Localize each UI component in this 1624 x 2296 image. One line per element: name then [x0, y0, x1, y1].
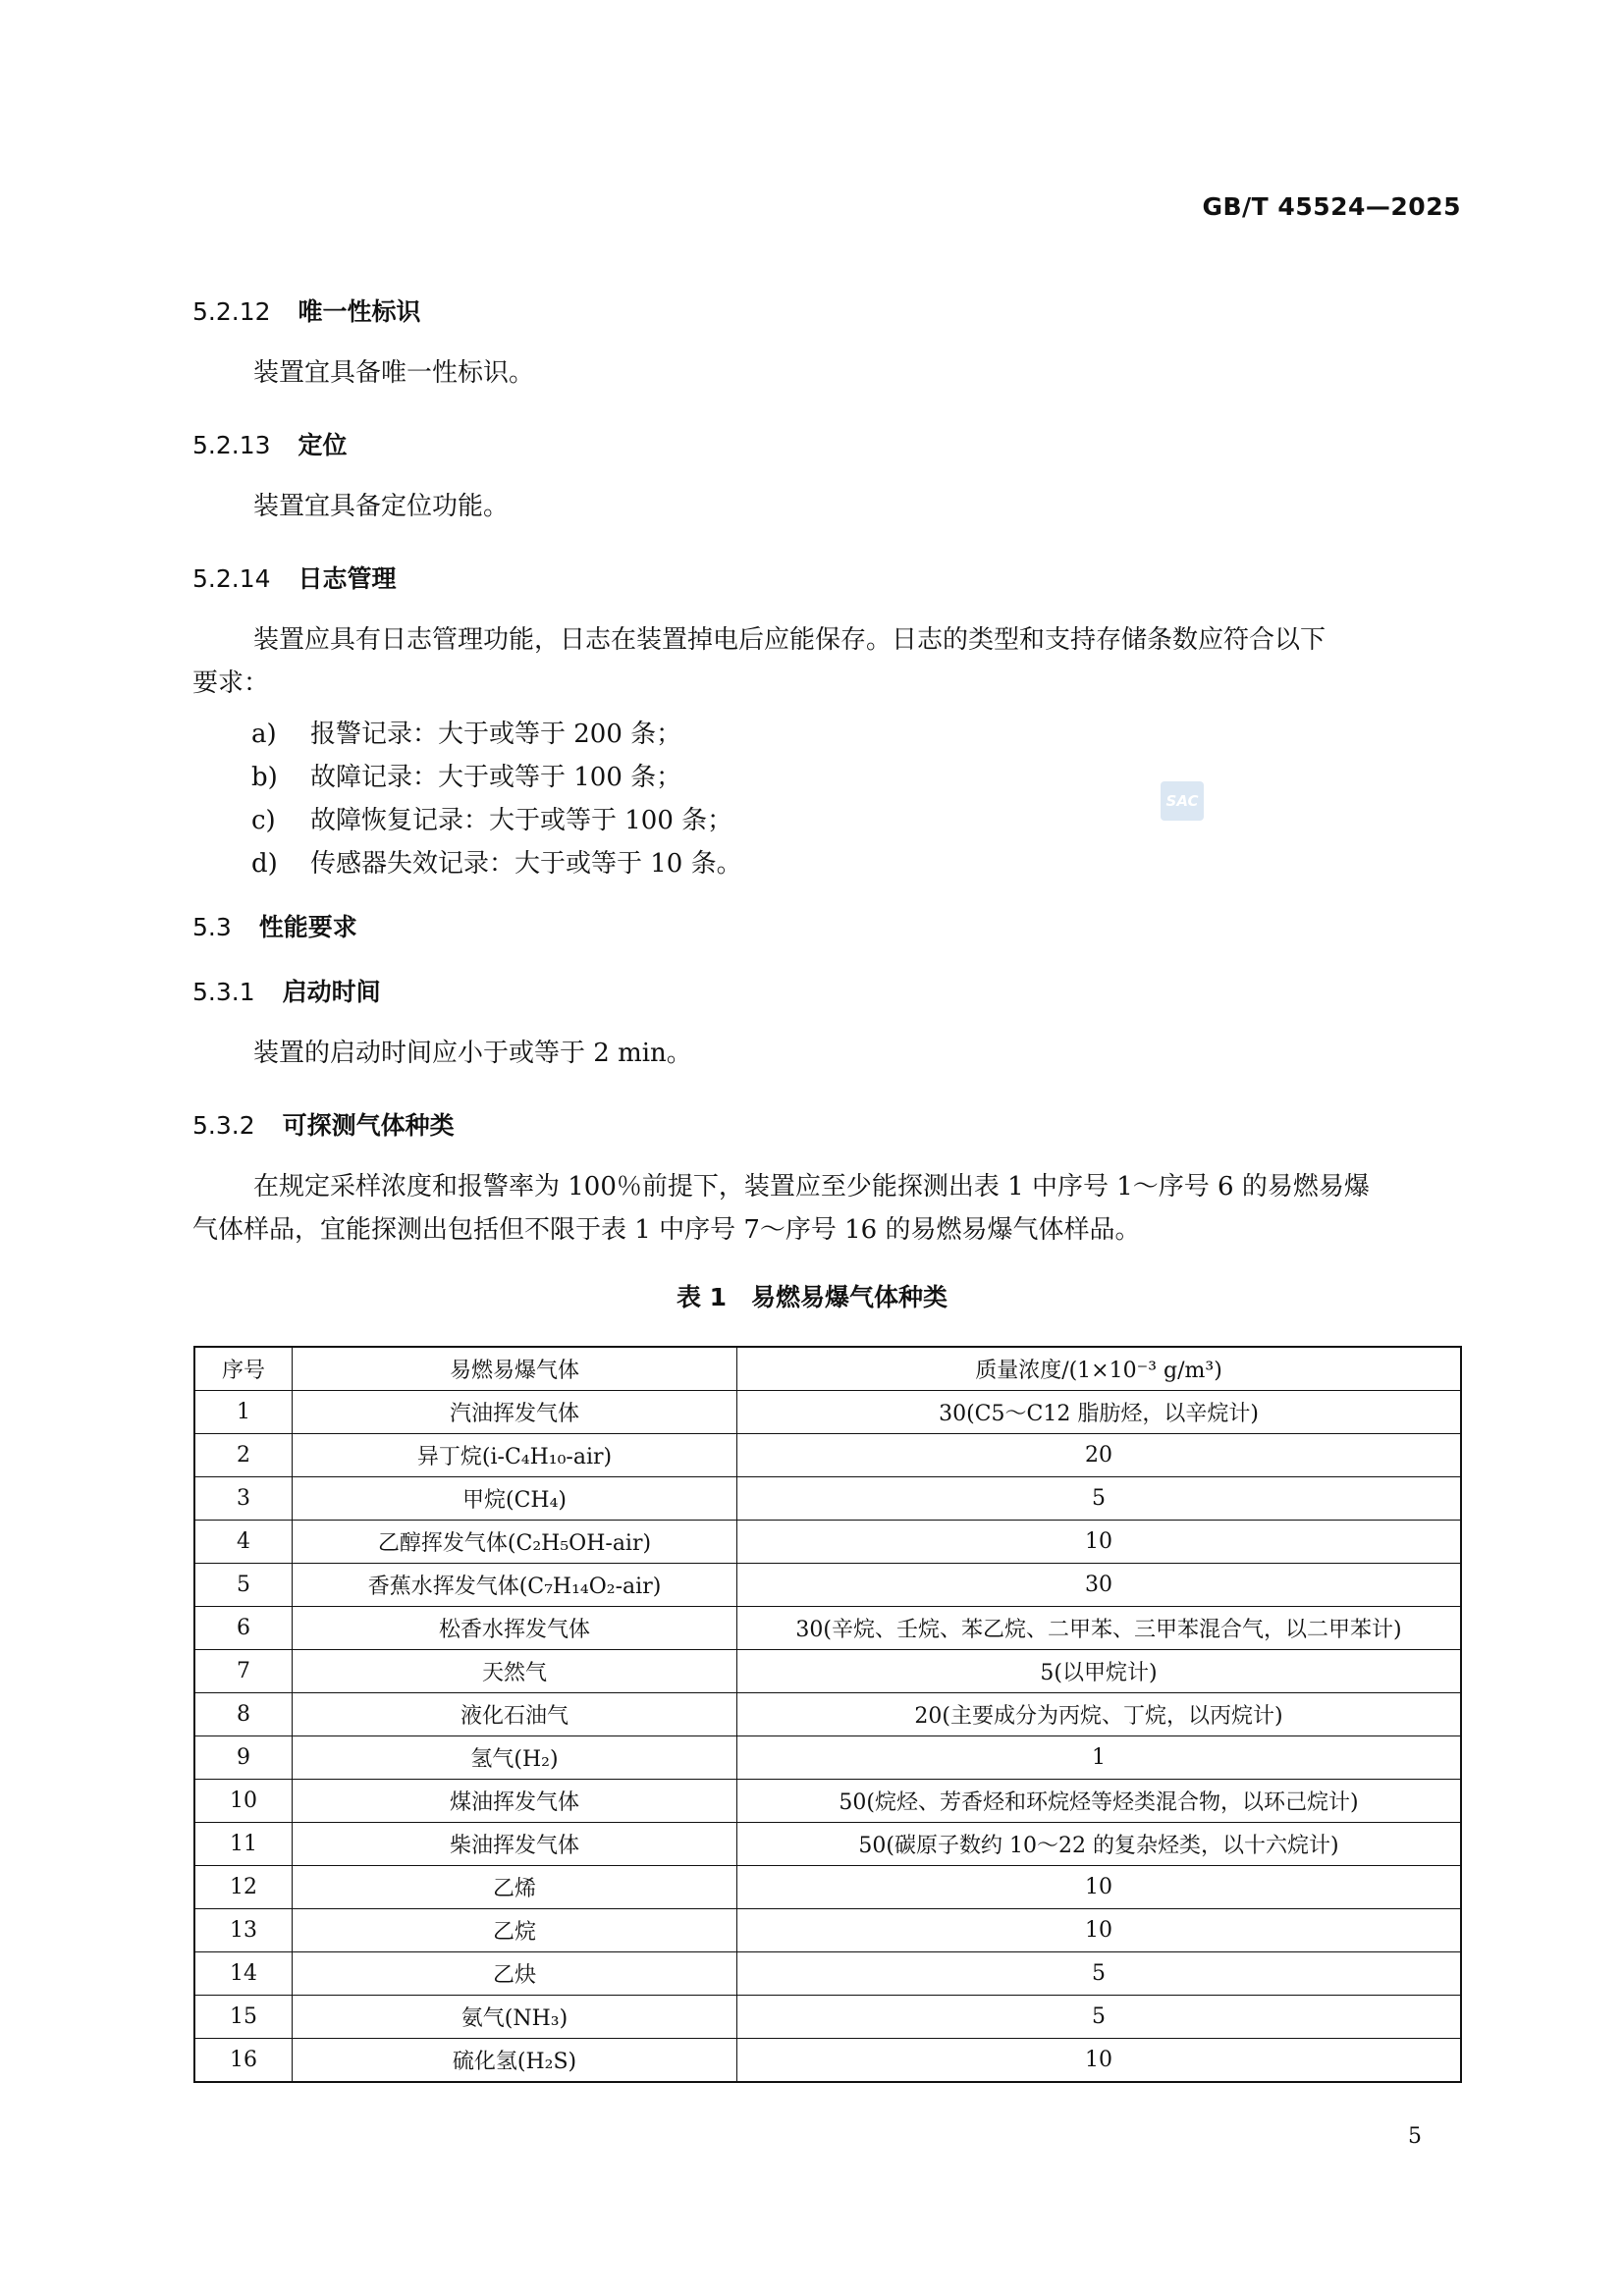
cell-concentration: 10: [737, 1866, 1462, 1909]
cell-concentration: 5: [737, 1996, 1462, 2039]
cell-concentration: 30(辛烷、壬烷、苯乙烷、二甲苯、三甲苯混合气，以二甲苯计): [737, 1607, 1462, 1650]
cell-gas: 硫化氢(H₂S): [293, 2039, 737, 2083]
table-row: [194, 1996, 1461, 2039]
cell-concentration: 5(以甲烷计): [737, 1650, 1462, 1693]
heading-title: 定位: [298, 431, 348, 459]
heading-title: 唯一性标识: [298, 297, 421, 326]
cell-seq: 15: [194, 1996, 293, 2039]
cell-gas: 氢气(H₂): [293, 1736, 737, 1780]
cell-seq: 7: [194, 1650, 293, 1693]
cell-gas: 柴油挥发气体: [293, 1823, 737, 1866]
heading-number: 5.2.12: [192, 297, 271, 326]
cell-gas: 乙炔: [293, 1952, 737, 1996]
cell-seq: 2: [194, 1434, 293, 1477]
table-row: [194, 1564, 1461, 1607]
heading-5-2-14: [192, 560, 397, 595]
cell-gas: 汽油挥发气体: [293, 1391, 737, 1434]
heading-title: 启动时间: [282, 978, 381, 1006]
gas-table: [193, 1346, 1462, 2083]
cell-gas: 液化石油气: [293, 1693, 737, 1736]
table-caption: 表 1 易燃易爆气体种类: [676, 1283, 948, 1311]
paragraph-5-2-12: 装置宜具备唯一性标识。: [253, 358, 535, 388]
cell-gas: 松香水挥发气体: [293, 1607, 737, 1650]
cell-gas: 乙醇挥发气体(C₂H₅OH-air): [293, 1521, 737, 1564]
table-row: [194, 1780, 1461, 1823]
cell-concentration: 10: [737, 1909, 1462, 1952]
cell-seq: 13: [194, 1909, 293, 1952]
cell-seq: 9: [194, 1736, 293, 1780]
cell-seq: 8: [194, 1693, 293, 1736]
page-number: 5: [1408, 2124, 1422, 2149]
cell-concentration: 30(C5～C12 脂肪烃，以辛烷计): [737, 1391, 1462, 1434]
table-row: [194, 1866, 1461, 1909]
cell-concentration: 5: [737, 1477, 1462, 1521]
cell-gas: 乙烷: [293, 1909, 737, 1952]
cell-seq: 4: [194, 1521, 293, 1564]
list-item: c) 故障恢复记录：大于或等于 100 条；: [251, 806, 733, 835]
table-row: [194, 1607, 1461, 1650]
cell-seq: 5: [194, 1564, 293, 1607]
paragraph-5-2-14: 装置应具有日志管理功能，日志在装置掉电后应能保存。日志的类型和支持存储条数应符合以下 要求：: [192, 625, 1326, 698]
cell-gas: 氨气(NH₃): [293, 1996, 737, 2039]
heading-number: 5.2.14: [192, 564, 271, 593]
list-item: d) 传感器失效记录：大于或等于 10 条。: [251, 849, 742, 879]
cell-concentration: 20: [737, 1434, 1462, 1477]
sac-watermark: SAC: [1161, 781, 1204, 821]
table-row: [194, 1391, 1461, 1434]
heading-number: 5.3.2: [192, 1111, 255, 1140]
cell-seq: 16: [194, 2039, 293, 2083]
list-item: b) 故障记录：大于或等于 100 条；: [251, 763, 682, 792]
cell-seq: 3: [194, 1477, 293, 1521]
cell-concentration: 5: [737, 1952, 1462, 1996]
cell-concentration: 30: [737, 1564, 1462, 1607]
table-row: [194, 1823, 1461, 1866]
heading-number: 5.3.1: [192, 978, 255, 1006]
heading-5-3-1: [192, 973, 381, 1008]
cell-concentration: 10: [737, 1521, 1462, 1564]
header-seq: 序号: [194, 1347, 293, 1391]
cell-concentration: 50(碳原子数约 10～22 的复杂烃类，以十六烷计): [737, 1823, 1462, 1866]
cell-seq: 12: [194, 1866, 293, 1909]
table-row: [194, 1736, 1461, 1780]
table-row: [194, 1909, 1461, 1952]
paragraph-5-3-2: 在规定采样浓度和报警率为 100％前提下，装置应至少能探测出表 1 中序号 1～序号 6 的易燃易爆 气体样品，宜能探测出包括但不限于表 1 中序号 7～序号 16 的易燃易爆气体样品。: [192, 1172, 1370, 1245]
cell-gas: 异丁烷(i-C₄H₁₀-air): [293, 1434, 737, 1477]
cell-gas: 天然气: [293, 1650, 737, 1693]
cell-seq: 6: [194, 1607, 293, 1650]
standard-number: GB/T 45524—2025: [1202, 192, 1461, 221]
table-row: [194, 1952, 1461, 1996]
heading-title: 性能要求: [258, 913, 357, 941]
header-concentration: 质量浓度/(1×10⁻³ g/m³): [737, 1347, 1462, 1391]
heading-5-2-12: [192, 293, 421, 328]
cell-gas: 甲烷(CH₄): [293, 1477, 737, 1521]
heading-title: 日志管理: [298, 564, 397, 593]
table-row: [194, 1650, 1461, 1693]
heading-5-3-2: [192, 1106, 455, 1142]
list-item: a) 报警记录：大于或等于 200 条；: [251, 720, 682, 749]
heading-title: 可探测气体种类: [282, 1111, 455, 1140]
cell-seq: 14: [194, 1952, 293, 1996]
table-row: [194, 1477, 1461, 1521]
heading-5-2-13: [192, 426, 348, 461]
cell-seq: 10: [194, 1780, 293, 1823]
header-gas: 易燃易爆气体: [293, 1347, 737, 1391]
cell-concentration: 50(烷烃、芳香烃和环烷烃等烃类混合物，以环己烷计): [737, 1780, 1462, 1823]
cell-gas: 香蕉水挥发气体(C₇H₁₄O₂-air): [293, 1564, 737, 1607]
table-row: [194, 1521, 1461, 1564]
heading-5-3: [192, 908, 357, 943]
cell-seq: 1: [194, 1391, 293, 1434]
table-row: [194, 1693, 1461, 1736]
heading-number: 5.3: [192, 913, 232, 941]
heading-number: 5.2.13: [192, 431, 271, 459]
cell-gas: 煤油挥发气体: [293, 1780, 737, 1823]
cell-concentration: 20(主要成分为丙烷、丁烷，以丙烷计): [737, 1693, 1462, 1736]
paragraph-5-2-13: 装置宜具备定位功能。: [253, 492, 510, 521]
table-row: [194, 2039, 1461, 2083]
cell-concentration: 1: [737, 1736, 1462, 1780]
table-row: [194, 1434, 1461, 1477]
cell-concentration: 10: [737, 2039, 1462, 2083]
cell-gas: 乙烯: [293, 1866, 737, 1909]
paragraph-5-3-1: 装置的启动时间应小于或等于 2 min。: [253, 1039, 692, 1068]
table-header-row: [194, 1347, 1461, 1391]
cell-seq: 11: [194, 1823, 293, 1866]
